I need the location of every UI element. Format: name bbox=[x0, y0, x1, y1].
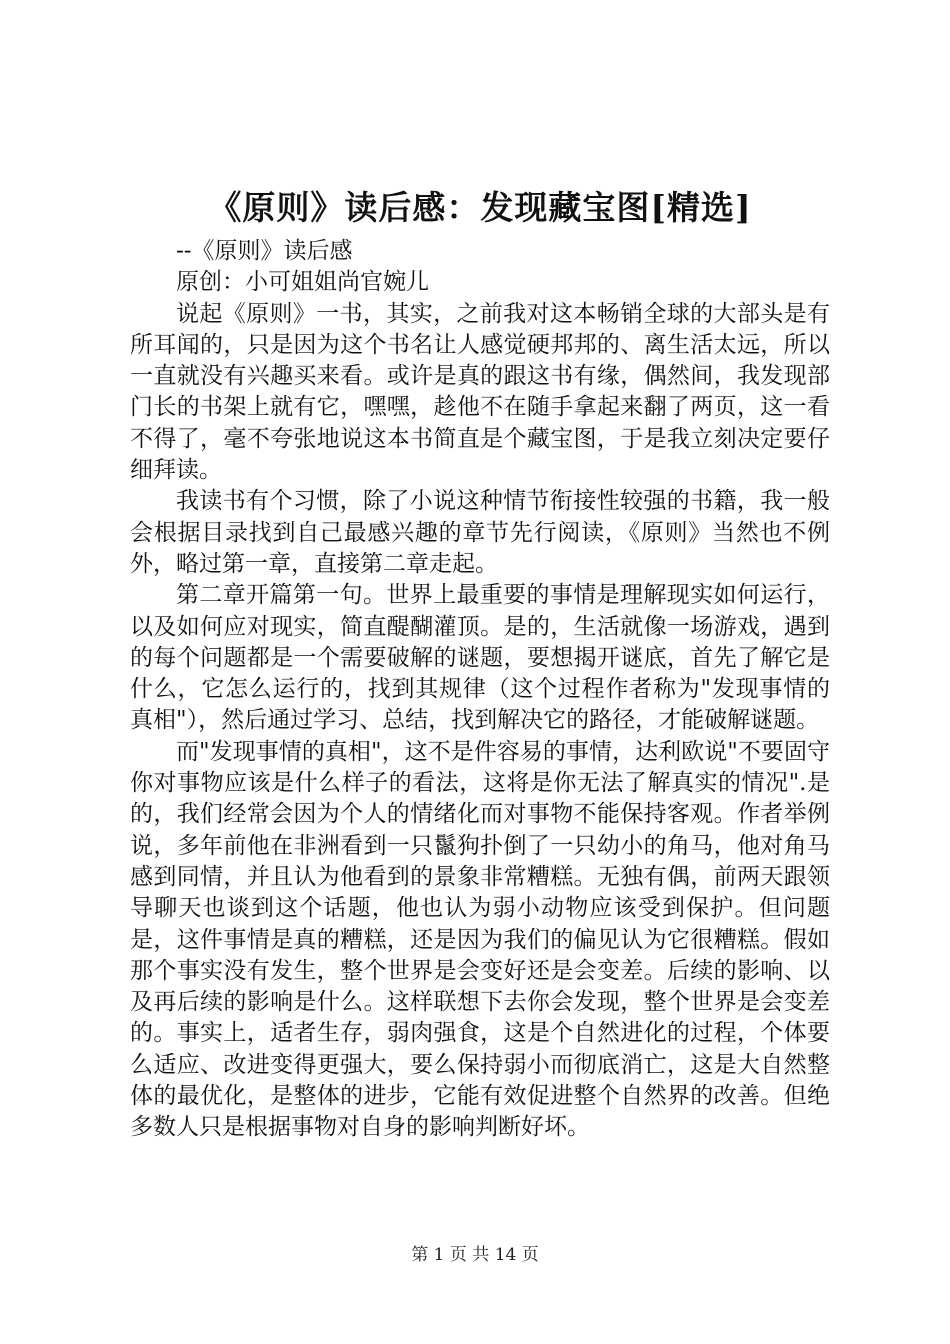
body-paragraph: 说起《原则》一书，其实，之前我对这本畅销全球的大部头是有所耳闻的，只是因为这个书名让人感觉硬邦邦的、离生活太远，所以一直就没有兴趣买来看。或许是真的跟这书有缘，偶然间，我发现部门长的书架上就有它，嘿嘿，趁他不在随手拿起来翻了两页，这一看不得了，毫不夸张地说这本书简直是个藏宝图，于是我立刻决定要仔细拜读。 bbox=[130, 300, 830, 484]
author-line: 原创：小可姐姐尚官婉儿 bbox=[176, 269, 429, 296]
subtitle-line: --《原则》读后感 bbox=[176, 238, 353, 264]
body-paragraph: 第二章开篇第一句。世界上最重要的事情是理解现实如何运行，以及如何应对现实，简直醍醐灌顶。是的，生活就像一场游戏，遇到的每个问题都是一个需要破解的谜题，要想揭开谜底，首先了解它是什么，它怎么运行的，找到其规律（这个过程作者称为"发现事情的真相"），然后通过学习、总结，找到解决它的路径，才能破解谜题。 bbox=[130, 582, 830, 734]
page-number-footer: 第 1 页 共 14 页 bbox=[411, 1245, 539, 1265]
body-paragraph: 我读书有个习惯，除了小说这种情节衔接性较强的书籍，我一般会根据目录找到自己最感兴趣的章节先行阅读，《原则》当然也不例外，略过第一章，直接第二章走起。 bbox=[130, 488, 830, 577]
body-paragraph: 而"发现事情的真相"，这不是件容易的事情，达利欧说"不要固守你对事物应该是什么样子的看法，这将是你无法了解真实的情况".是的，我们经常会因为个人的情绪化而对事物不能保持客观。作者举例说，多年前他在非洲看到一只鬣狗扑倒了一只幼小的角马，他对角马感到同情，并且认为他看到的景象非常糟糕。无独有偶，前两天跟领导聊天也谈到这个话题，他也认为弱小动物应该受到保护。但问题是，这件事情是真的糟糕，还是因为我们的偏见认为它很糟糕。假如那个事实没有发生，整个世界是会变好还是会变差。后续的影响、以及再后续的影响是什么。这样联想下去你会发现，整个世界是会变差的。事实上，适者生存，弱肉强食，这是个自然进化的过程，个体要么适应、改进变得更强大，要么保持弱小而彻底消亡，这是大自然整体的最优化，是整体的进步，它能有效促进整个自然界的改善。但绝多数人只是根据事物对自身的影响判断好坏。 bbox=[130, 738, 830, 1141]
document-title: 《原则》读后感：发现藏宝图[精选] bbox=[208, 188, 752, 227]
document-body bbox=[130, 236, 830, 1144]
